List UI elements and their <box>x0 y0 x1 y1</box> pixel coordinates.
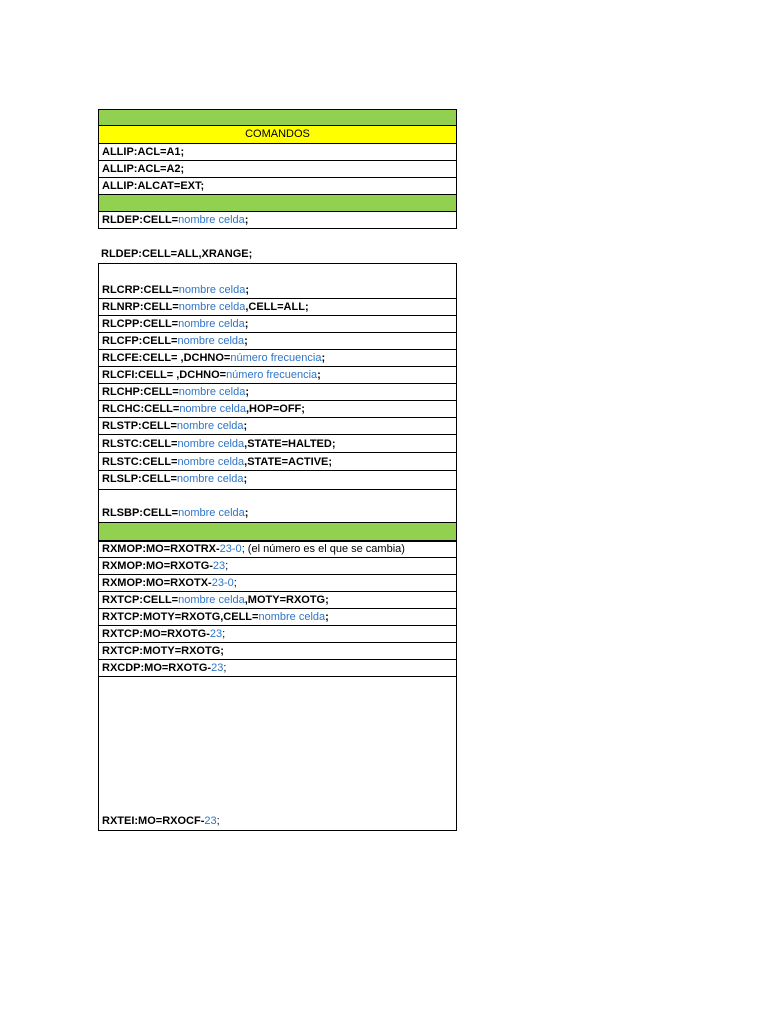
green-separator-row <box>98 523 457 541</box>
command-row[interactable]: RLCFP:CELL= nombre celda ; <box>98 333 457 350</box>
command-row[interactable]: RLDEP:CELL=ALL,XRANGE; <box>101 248 253 260</box>
command-row[interactable]: RXTCP:CELL= nombre celda ,MOTY=RXOTG; <box>98 592 457 609</box>
command-row[interactable]: RXMOP:MO=RXOTG- 23 ; <box>98 558 457 575</box>
command-row[interactable]: RLSTC:CELL= nombre celda ,STATE=ACTIVE; <box>98 453 457 471</box>
sheet-title-cell[interactable] <box>98 126 457 144</box>
green-separator-row <box>98 195 457 212</box>
command-row[interactable]: ALLIP:ACL=A1; <box>98 144 457 161</box>
command-row[interactable]: RLCPP:CELL= nombre celda ; <box>98 316 457 333</box>
command-row[interactable]: RLSTC:CELL= nombre celda ,STATE=HALTED; <box>98 435 457 453</box>
command-row[interactable]: RLSTP:CELL= nombre celda ; <box>98 418 457 435</box>
command-row[interactable]: RXTCP:MO=RXOTG- 23 ; <box>98 626 457 643</box>
command-row[interactable]: RXTCP:MOTY=RXOTG; <box>98 643 457 660</box>
command-row[interactable]: RXTEI:MO=RXOCF- 23 ; <box>98 677 457 831</box>
command-row[interactable]: ALLIP:ALCAT=EXT; <box>98 178 457 195</box>
command-row[interactable]: RLNRP:CELL= nombre celda ,CELL=ALL; <box>98 299 457 316</box>
command-row[interactable]: RLSLP:CELL= nombre celda ; <box>98 471 457 490</box>
command-row[interactable]: RXMOP:MO=RXOTX- 23-0 ; <box>98 575 457 592</box>
command-row[interactable]: RXMOP:MO=RXOTRX- 23-0 ; (el número es el que se cambia) <box>98 541 457 558</box>
command-row[interactable]: RXTCP:MOTY=RXOTG,CELL= nombre celda ; <box>98 609 457 626</box>
command-row[interactable]: RLDEP:CELL= nombre celda ; <box>98 212 457 229</box>
command-row[interactable]: RLCRP:CELL= nombre celda ; <box>98 263 457 299</box>
command-row[interactable]: ALLIP:ACL=A2; <box>98 161 457 178</box>
command-row[interactable]: RLCHC:CELL= nombre celda ,HOP=OFF; <box>98 401 457 418</box>
command-row[interactable]: RLCFE:CELL= ,DCHNO= número frecuencia ; <box>98 350 457 367</box>
command-row[interactable]: RLCHP:CELL= nombre celda ; <box>98 384 457 401</box>
command-sheet <box>98 109 457 831</box>
command-row[interactable]: RLSBP:CELL= nombre celda ; <box>98 490 457 523</box>
command-row[interactable]: RXCDP:MO=RXOTG- 23 ; <box>98 660 457 677</box>
command-row[interactable]: RLCFI:CELL= ,DCHNO= número frecuencia ; <box>98 367 457 384</box>
sheet-title: COMANDOS <box>245 128 310 140</box>
green-header-band <box>98 109 457 126</box>
